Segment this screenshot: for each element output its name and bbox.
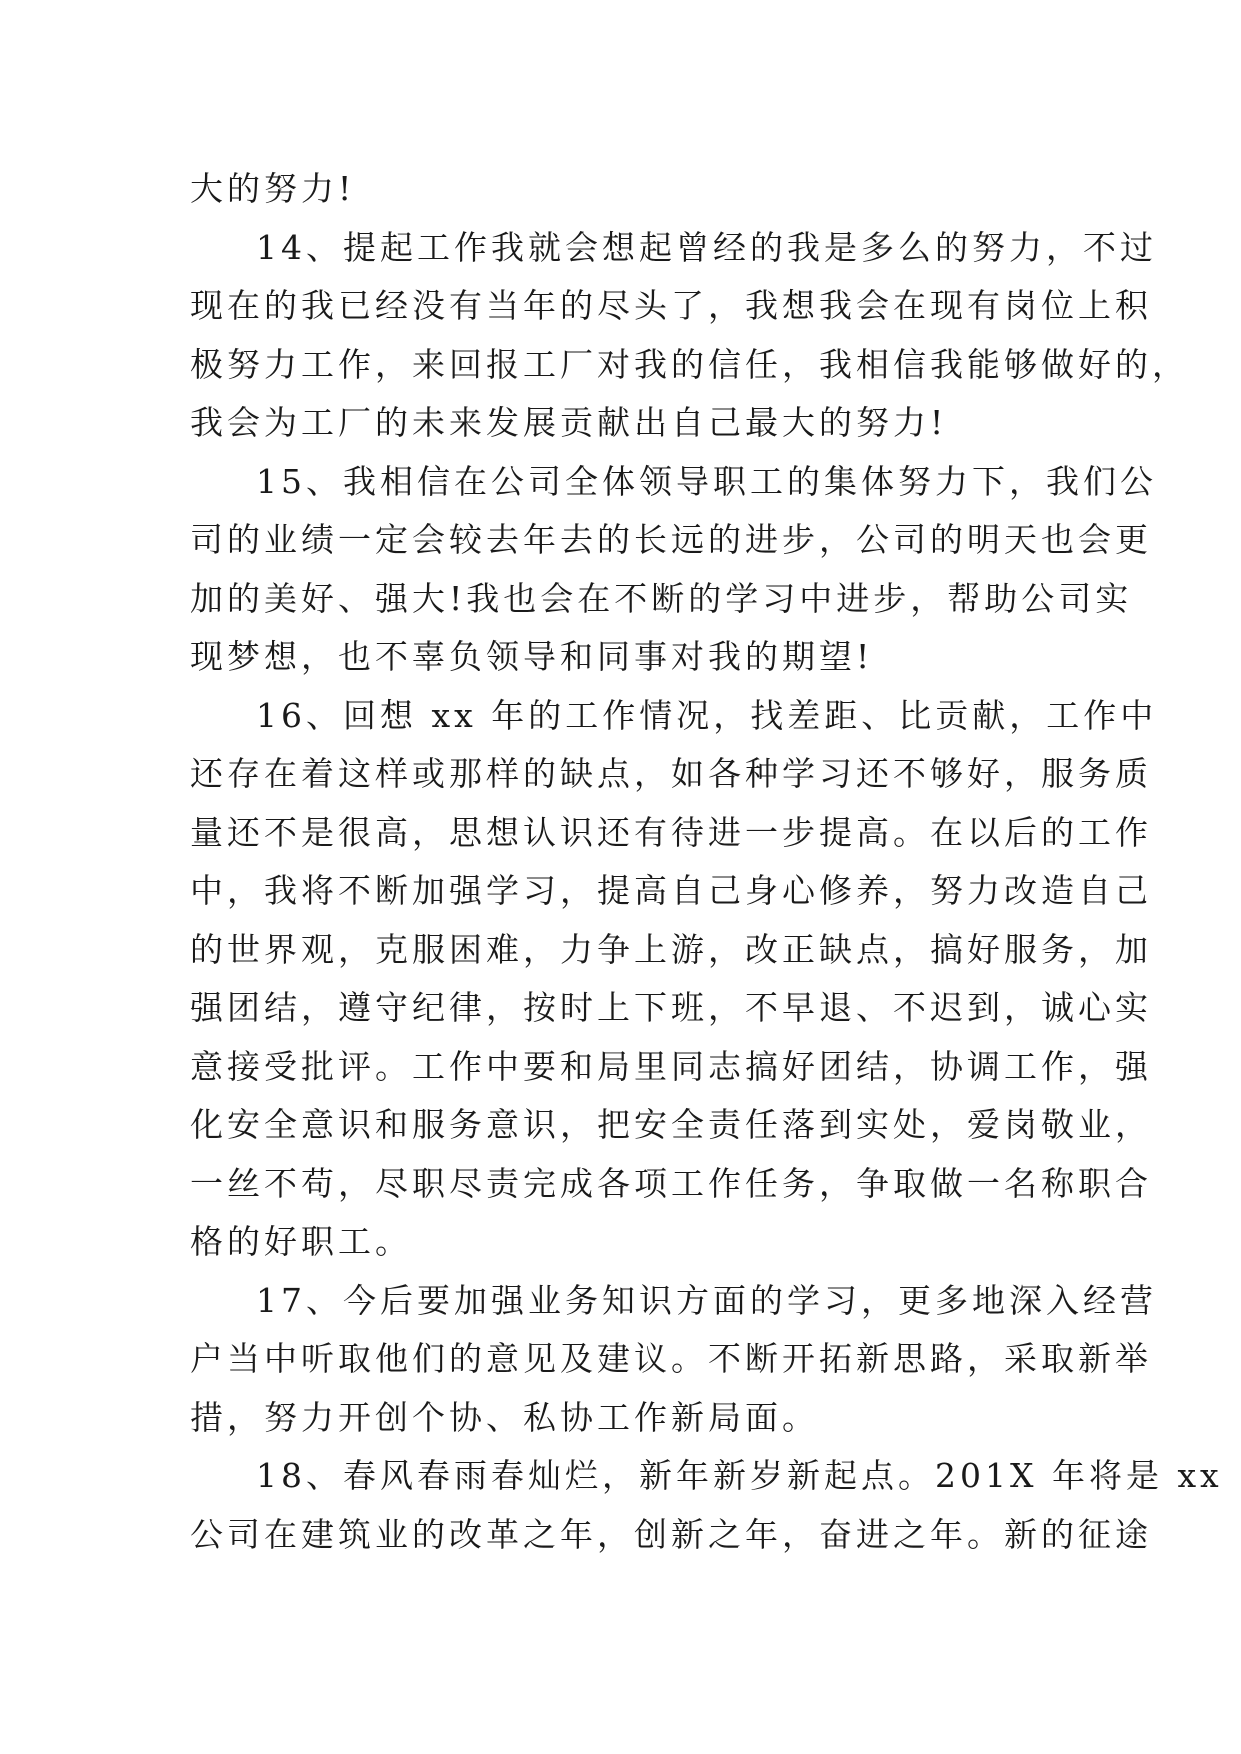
text-line: 强团结，遵守纪律，按时上下班，不早退、不迟到，诚心实: [190, 988, 1152, 1027]
text-line: 加的美好、强大!我也会在不断的学习中进步，帮助公司实: [190, 578, 1133, 618]
text-line: 意接受批评。工作中要和局里同志搞好团结，协调工作，强: [190, 1046, 1152, 1086]
text-line: 15、我相信在公司全体领导职工的集体努力下，我们公: [256, 461, 1157, 501]
document-body: [190, 160, 1223, 1564]
text-line: 18、春风春雨春灿烂，新年新岁新起点。201X 年将是 xx: [256, 1456, 1223, 1495]
text-line: 司的业绩一定会较去年去的长远的进步，公司的明天也会更: [190, 520, 1152, 559]
text-line: 还存在着这样或那样的缺点，如各种学习还不够好，服务质: [190, 754, 1152, 793]
text-line: 大的努力!: [190, 169, 356, 208]
text-line: 格的好职工。: [190, 1222, 412, 1261]
text-line: 量还不是很高，思想认识还有待进一步提高。在以后的工作: [190, 812, 1152, 852]
paragraph: [190, 453, 1157, 687]
text-line: 14、提起工作我就会想起曾经的我是多么的努力，不过: [256, 227, 1157, 267]
text-line: 一丝不苟，尽职尽责完成各项工作任务，争取做一名称职合: [190, 1163, 1152, 1203]
text-line: 化安全意识和服务意识，把安全责任落到实处，爱岗敬业，: [190, 1105, 1152, 1144]
text-line: 我会为工厂的未来发展贡献出自己最大的努力!: [190, 403, 948, 442]
text-line: 现在的我已经没有当年的尽头了，我想我会在现有岗位上积: [190, 286, 1152, 325]
text-line: 17、今后要加强业务知识方面的学习，更多地深入经营: [256, 1280, 1157, 1320]
text-line: 极努力工作，来回报工厂对我的信任，我相信我能够做好的，: [190, 344, 1189, 384]
text-line: 中，我将不断加强学习，提高自己身心修养，努力改造自己: [190, 871, 1152, 910]
paragraph: [190, 1447, 1223, 1564]
text-line: 现梦想，也不辜负领导和同事对我的期望!: [190, 637, 874, 676]
text-line: 的世界观，克服困难，力争上游，改正缺点，搞好服务，加: [190, 929, 1152, 969]
paragraph: [190, 687, 1158, 1272]
paragraph: [190, 1272, 1157, 1448]
text-line: 户当中听取他们的意见及建议。不断开拓新思路，采取新举: [190, 1339, 1152, 1378]
text-line: 措，努力开创个协、私协工作新局面。: [190, 1397, 819, 1437]
text-line: 16、回想 xx 年的工作情况，找差距、比贡献，工作中: [256, 695, 1158, 735]
paragraph: [190, 219, 1189, 453]
text-line: 公司在建筑业的改革之年，创新之年，奋进之年。新的征途: [190, 1514, 1152, 1554]
paragraph: [190, 160, 1060, 219]
